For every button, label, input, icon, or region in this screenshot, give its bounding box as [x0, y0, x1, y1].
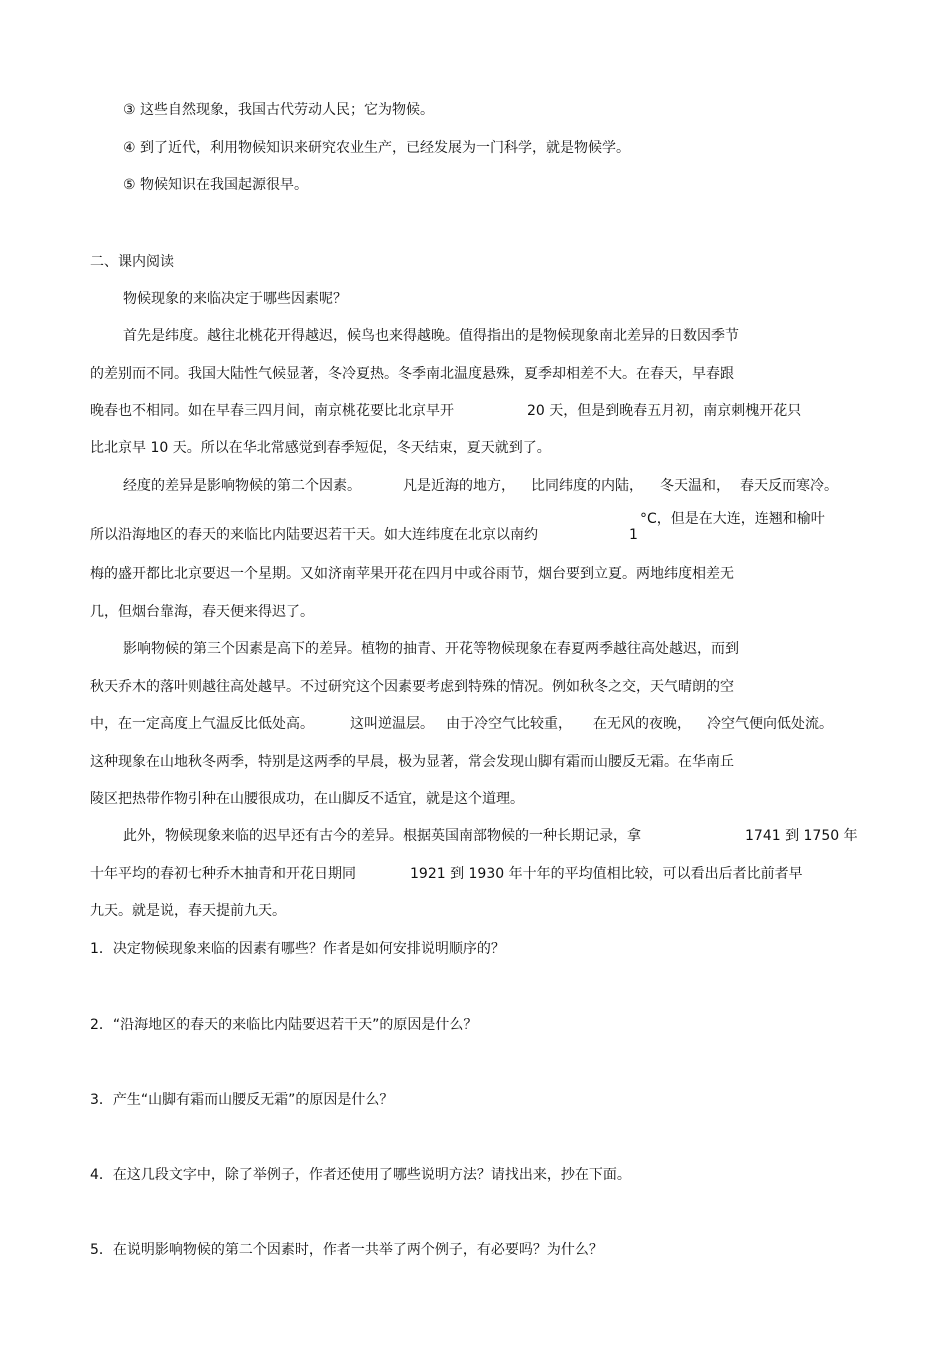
passage-line: 1 [629, 527, 638, 543]
passage-line: 的差别而不同。我国大陆性气候显著，冬冷夏热。冬季南北温度悬殊，夏季却相差不大。在春天，早春跟 [90, 366, 734, 382]
question-2: 2．“沿海地区的春天的来临比内陆要迟若干天”的原因是什么？ [90, 1017, 478, 1033]
passage-line: 首先是纬度。越往北桃花开得越迟，候鸟也来得越晚。值得指出的是物候现象南北差异的日数因季节 [123, 328, 739, 344]
question-1: 1．决定物候现象来临的因素有哪些？作者是如何安排说明顺序的？ [90, 941, 505, 957]
passage-line: 比北京早 10 天。所以在华北常感觉到春季短促，冬天结束，夏天就到了。 [90, 440, 551, 456]
sentence-4: ④ 到了近代，利用物候知识来研究农业生产，已经发展为一门科学，就是物候学。 [123, 140, 630, 156]
passage-line: 几，但烟台靠海，春天便来得迟了。 [90, 604, 314, 620]
passage-line: 20 天，但是到晚春五月初，南京刺槐开花只 [527, 403, 802, 419]
question-5: 5．在说明影响物候的第二个因素时，作者一共举了两个例子，有必要吗？为什么？ [90, 1242, 603, 1258]
passage-line: 所以沿海地区的春天的来临比内陆要迟若干天。如大连纬度在北京以南约 [90, 527, 538, 543]
passage-line: 中，在一定高度上气温反比低处高。 [90, 716, 314, 732]
passage-line: 冷空气便向低处流。 [707, 716, 833, 732]
passage-line: 冬天温和， [660, 478, 730, 494]
passage-line: 比同纬度的内陆， [531, 478, 643, 494]
passage-line: 秋天乔木的落叶则越往高处越早。不过研究这个因素要考虑到特殊的情况。例如秋冬之交，天气晴朗的空 [90, 679, 734, 695]
passage-line: 十年平均的春初七种乔木抽青和开花日期同 [90, 866, 356, 882]
passage-line: 影响物候的第三个因素是高下的差异。植物的抽青、开花等物候现象在春夏两季越往高处越迟，而到 [123, 641, 739, 657]
question-3: 3．产生“山脚有霜而山腰反无霜”的原因是什么？ [90, 1092, 394, 1108]
passage-line: 春天反而寒冷。 [740, 478, 838, 494]
passage-line: 晚春也不相同。如在早春三四月间，南京桃花要比北京早开 [90, 403, 454, 419]
passage-line: 经度的差异是影响物候的第二个因素。 [123, 478, 361, 494]
passage-line: 1741 到 1750 年 [745, 828, 858, 844]
sentence-5: ⑤ 物候知识在我国起源很早。 [123, 177, 309, 193]
passage-line: 此外，物候现象来临的迟早还有古今的差异。根据英国南部物候的一种长期记录，拿 [123, 828, 641, 844]
question-4: 4．在这几段文字中，除了举例子，作者还使用了哪些说明方法？请找出来，抄在下面。 [90, 1167, 631, 1183]
passage-line: 梅的盛开都比北京要迟一个星期。又如济南苹果开花在四月中或谷雨节，烟台要到立夏。两地纬度相差无 [90, 566, 734, 582]
passage-line: 在无风的夜晚， [593, 716, 691, 732]
sentence-3: ③ 这些自然现象，我国古代劳动人民；它为物候。 [123, 102, 434, 118]
passage-line: 1921 到 1930 年十年的平均值相比较，可以看出后者比前者早 [410, 866, 803, 882]
passage-line: 这种现象在山地秋冬两季，特别是这两季的早晨，极为显著，常会发现山脚有霜而山腰反无霜。在华南丘 [90, 754, 734, 770]
passage-line: 这叫逆温层。 [350, 716, 434, 732]
passage-line: 凡是近海的地方， [403, 478, 515, 494]
passage-line: 九天。就是说，春天提前九天。 [90, 903, 286, 919]
passage-line: 陵区把热带作物引种在山腰很成功，在山脚反不适宜，就是这个道理。 [90, 791, 524, 807]
section-title: 二、课内阅读 [90, 254, 174, 270]
passage-line: °C，但是在大连，连翘和榆叶 [640, 511, 825, 527]
passage-line: 物候现象的来临决定于哪些因素呢？ [123, 291, 347, 307]
passage-line: 由于冷空气比较重， [446, 716, 572, 732]
